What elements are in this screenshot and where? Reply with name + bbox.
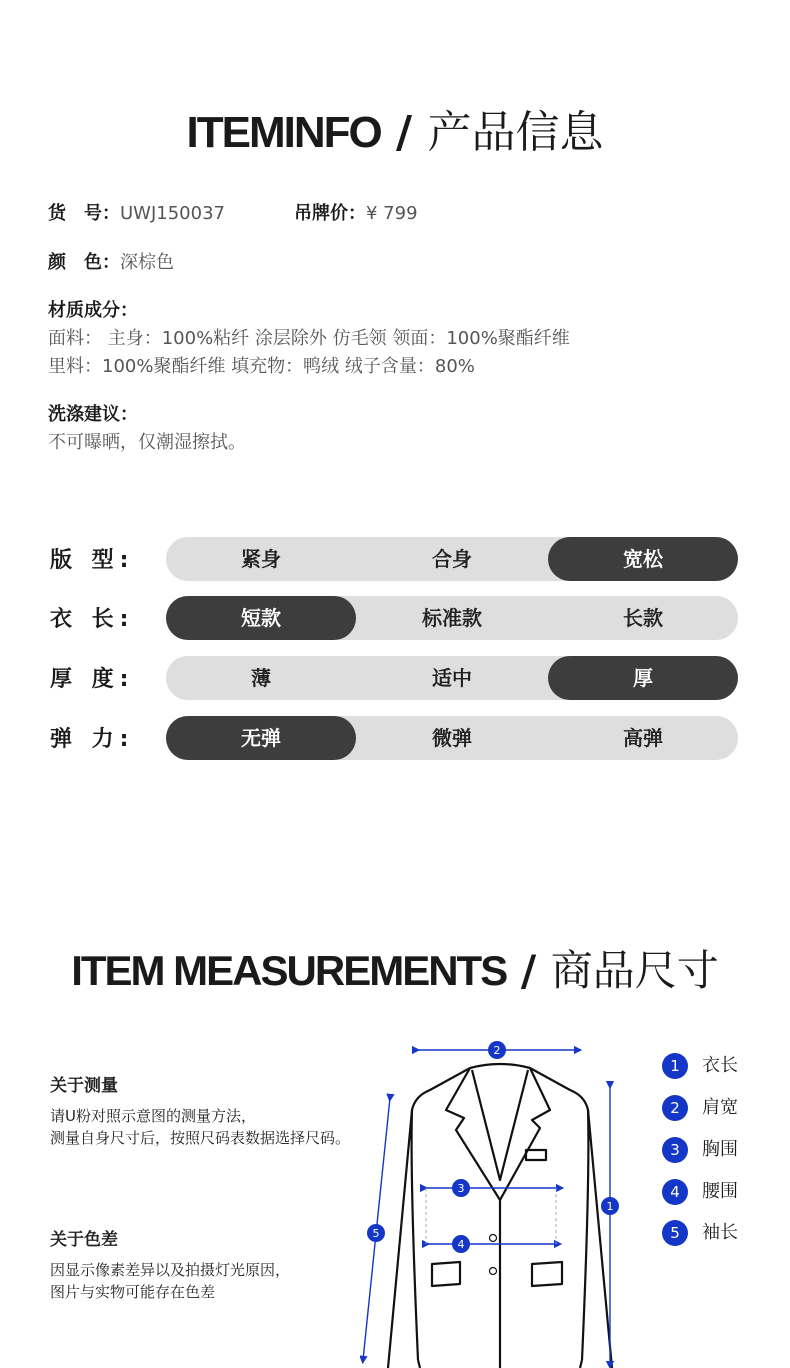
material-block [48, 297, 570, 381]
care-value: 不可曝晒，仅潮湿擦拭。 [48, 432, 246, 453]
legend-number-badge: 5 [662, 1220, 688, 1246]
legend-item [662, 1137, 738, 1163]
legend-label: 袖长 [702, 1222, 738, 1243]
legend-item [662, 1095, 738, 1121]
attr-label: 厚 度: [50, 667, 135, 692]
legend-label: 腰围 [702, 1181, 738, 1202]
measure-note-title: 关于测量 [50, 1076, 118, 1096]
attr-label: 衣 长: [50, 607, 135, 632]
svg-text:1: 1 [606, 1200, 614, 1213]
measurements-title-cn: 商品尺寸 [550, 946, 719, 995]
material-line-1: 面料： 主身：100%粘纤 涂层除外 仿毛领 领面：100%聚酯纤维 [48, 328, 570, 349]
item-info-title-cn: 产品信息 [427, 107, 604, 158]
color-row [48, 249, 174, 277]
attr-row-thickness [50, 656, 740, 700]
care-block [48, 401, 246, 457]
measure-note [50, 1075, 350, 1149]
attr-row-elasticity [50, 716, 740, 760]
attr-option: 标准款 [422, 606, 482, 630]
svg-text:3: 3 [457, 1182, 465, 1195]
legend-item [662, 1179, 738, 1205]
attr-row-length [50, 596, 740, 640]
sku-row [48, 200, 225, 228]
item-info-title [0, 96, 790, 160]
attr-option: 短款 [166, 596, 356, 640]
attr-label: 弹 力: [50, 727, 135, 752]
price-label: 吊牌价： [294, 203, 366, 224]
jacket-diagram [360, 1030, 640, 1368]
color-value: 深棕色 [120, 252, 174, 273]
care-label: 洗涤建议： [48, 404, 138, 425]
color-diff-note [50, 1229, 290, 1303]
measurements-title [0, 938, 790, 998]
svg-text:4: 4 [457, 1238, 465, 1251]
attr-scale [166, 596, 738, 640]
attr-option: 长款 [623, 606, 663, 630]
title-separator: / [380, 107, 428, 158]
attr-label: 版 型: [50, 548, 135, 573]
legend-number-badge: 1 [662, 1053, 688, 1079]
svg-text:5: 5 [372, 1227, 380, 1240]
color-diff-note-line: 因显示像素差异以及拍摄灯光原因， [50, 1261, 291, 1279]
legend-label: 肩宽 [702, 1097, 738, 1118]
attr-scale [166, 716, 738, 760]
color-label: 颜 色： [48, 252, 120, 273]
attr-option: 薄 [251, 666, 271, 690]
color-diff-note-title: 关于色差 [50, 1230, 118, 1250]
attr-option: 适中 [432, 666, 472, 690]
measure-note-line: 测量自身尺寸后，按照尺码表数据选择尺码。 [50, 1129, 351, 1147]
attr-option: 无弹 [166, 716, 356, 760]
material-label: 材质成分： [48, 300, 138, 321]
legend-item [662, 1220, 738, 1246]
material-line-2: 里料：100%聚酯纤维 填充物：鸭绒 绒子含量：80% [48, 356, 475, 377]
legend-number-badge: 3 [662, 1137, 688, 1163]
item-info-title-en: ITEMINFO [186, 108, 381, 157]
legend-item [662, 1053, 738, 1079]
sku-label: 货 号： [48, 203, 120, 224]
color-diff-note-line: 图片与实物可能存在色差 [50, 1283, 216, 1301]
attr-option: 紧身 [241, 547, 281, 571]
attr-row-fit [50, 537, 740, 581]
attr-option: 合身 [432, 547, 472, 571]
attr-scale [166, 656, 738, 700]
attr-option: 高弹 [623, 726, 663, 750]
price-row [294, 200, 418, 228]
svg-text:2: 2 [493, 1044, 501, 1057]
legend-label: 衣长 [702, 1055, 738, 1076]
measure-note-line: 请U粉对照示意图的测量方法， [50, 1107, 256, 1125]
attr-option: 宽松 [548, 537, 738, 581]
legend-number-badge: 4 [662, 1179, 688, 1205]
legend-label: 胸围 [702, 1139, 738, 1160]
measurements-title-en: ITEM MEASUREMENTS [71, 947, 507, 994]
title-separator: / [506, 946, 551, 995]
attr-option: 微弹 [432, 726, 472, 750]
price-value: ¥ 799 [366, 203, 418, 224]
sku-value: UWJ150037 [120, 203, 225, 224]
attr-scale [166, 537, 738, 581]
attr-option: 厚 [548, 656, 738, 700]
legend-number-badge: 2 [662, 1095, 688, 1121]
